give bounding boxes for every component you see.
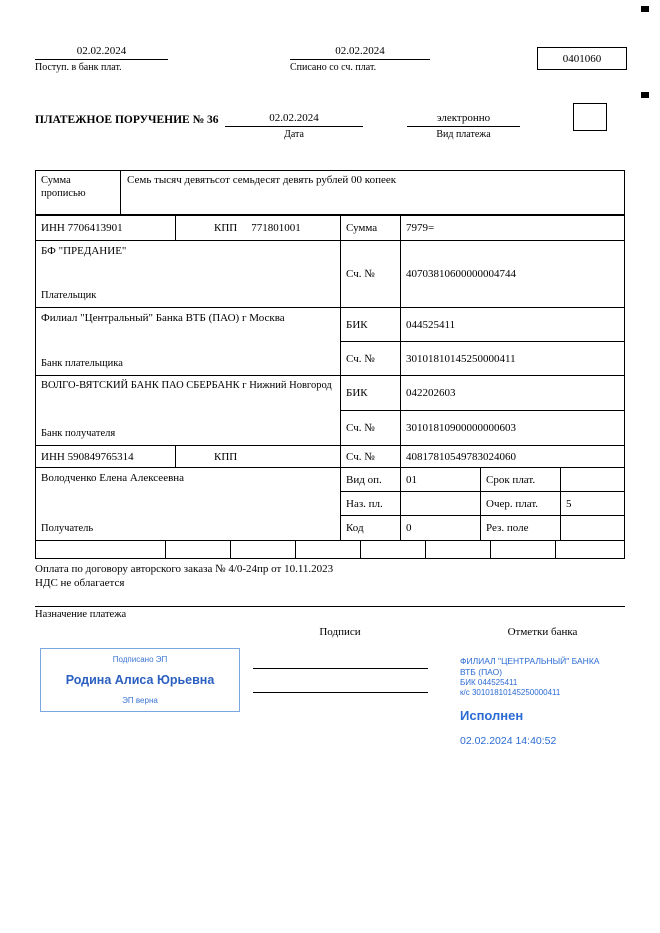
bank-marks-label: Отметки банка <box>507 626 578 638</box>
tax-field-cell <box>556 541 624 558</box>
payee-kpp-cell <box>176 446 341 467</box>
payee-inn: ИНН 590849765314 <box>36 446 176 467</box>
signature-line-2 <box>253 692 428 693</box>
payment-kind: электронно <box>407 112 520 127</box>
payer-row <box>36 241 624 308</box>
e-signature-stamp <box>40 648 240 712</box>
naz-pl-label: Наз. пл. <box>341 492 401 515</box>
received-date-block <box>35 45 168 73</box>
payee-kpp-label: КПП <box>214 450 238 463</box>
payer-account-label: Сч. № <box>341 241 401 307</box>
form-code-box <box>537 47 627 70</box>
received-date: 02.02.2024 <box>35 45 168 60</box>
bank-stamp-datetime: 02.02.2024 14:40:52 <box>460 734 557 747</box>
payee-row <box>36 468 624 541</box>
payee-bank-row <box>36 376 624 446</box>
debited-date: 02.02.2024 <box>290 45 430 60</box>
ocher-plat-label: Очер. плат. <box>481 492 561 515</box>
payer-bank-section-label: Банк плательщика <box>41 358 123 370</box>
payer-section-label: Плательщик <box>41 290 97 302</box>
payee-name: Володченко Елена Алексеевна <box>41 472 185 484</box>
tax-field-cell <box>296 541 361 558</box>
payee-cell <box>36 468 341 540</box>
amount-words-row <box>35 170 625 215</box>
received-date-label: Поступ. в банк плат. <box>35 62 122 73</box>
purpose-text-line2: НДС не облагается <box>35 577 125 590</box>
sum-value: 7979= <box>406 222 435 234</box>
ep-valid-label: ЭП верна <box>122 696 158 705</box>
payer-kpp-cell <box>176 216 341 240</box>
debited-date-block <box>290 45 430 73</box>
sum-label: Сумма <box>341 216 401 240</box>
payer-kpp-label: КПП <box>214 222 238 234</box>
purpose-text <box>35 562 625 591</box>
payer-inn: ИНН 7706413901 <box>36 216 176 240</box>
payer-inn-row <box>36 216 624 241</box>
purpose-underline <box>35 606 625 607</box>
payer-name: БФ "ПРЕДАНИЕ" <box>41 245 127 257</box>
vid-op-label: Вид оп. <box>341 468 401 491</box>
tax-field-cell <box>426 541 491 558</box>
signature-line-1 <box>253 668 428 669</box>
document-title: ПЛАТЕЖНОЕ ПОРУЧЕНИЕ № 36 <box>35 114 219 126</box>
bank-stamp-bik: БИК 044525411 <box>460 678 518 688</box>
payee-bank-section-label: Банк получателя <box>41 428 116 440</box>
payee-account: 40817810549783024060 <box>406 450 516 463</box>
payee-bank-account-label: Сч. № <box>341 411 401 445</box>
payer-account: 40703810600000004744 <box>406 268 516 280</box>
tax-field-cell <box>491 541 556 558</box>
payer-kpp-value: 771801001 <box>251 222 301 234</box>
kod-value: 0 <box>401 516 481 540</box>
naz-pl-value <box>401 492 481 515</box>
srok-plat-label: Срок плат. <box>481 468 561 491</box>
rez-pole-value <box>561 516 624 540</box>
tax-field-cell <box>36 541 166 558</box>
header-date-label: Дата <box>284 129 304 140</box>
tax-field-cell <box>231 541 296 558</box>
debited-date-label: Списано со сч. плат. <box>290 62 377 73</box>
signed-ep-label: Подписано ЭП <box>112 655 168 664</box>
bank-stamp-corr: к/с 30101810145250000411 <box>460 688 561 698</box>
bank-execution-stamp <box>460 656 628 748</box>
bank-stamp-status: Исполнен <box>460 707 524 723</box>
tax-field-cell <box>361 541 426 558</box>
corner-mark-top <box>641 6 649 12</box>
payer-bank-bik-label: БИК <box>341 308 401 341</box>
ocher-plat-value: 5 <box>566 497 572 510</box>
srok-plat-value <box>561 468 624 491</box>
payee-section-label: Получатель <box>41 523 94 535</box>
purpose-label: Назначение платежа <box>35 609 127 620</box>
payer-bank-account: 30101810145250000411 <box>406 352 516 365</box>
payer-bank-bik: 044525411 <box>406 318 456 331</box>
header-date-block <box>225 112 363 140</box>
corner-mark-mid <box>641 92 649 98</box>
tax-field-cell <box>166 541 231 558</box>
payer-cell <box>36 241 341 307</box>
payment-kind-block <box>407 112 520 140</box>
payee-bank-cell <box>36 376 341 445</box>
amount-in-words: Семь тысяч девятьсот семьдесят девять рублей 00 копеек <box>127 174 397 186</box>
purpose-text-line1: Оплата по договору авторского заказа № 4/0-24пр от 10.11.2023 <box>35 563 334 575</box>
payee-bank-bik-label: БИК <box>341 376 401 410</box>
bank-stamp-name-line2: ВТБ (ПАО) <box>460 667 503 678</box>
tax-fields-row <box>36 541 624 558</box>
signer-name: Родина Алиса Юрьевна <box>65 673 215 687</box>
payee-account-label: Сч. № <box>341 446 401 467</box>
payee-bank-account: 30101810900000000603 <box>406 422 516 434</box>
form-code: 0401060 <box>562 52 602 65</box>
header-date: 02.02.2024 <box>225 112 363 127</box>
signatures-label: Подписи <box>319 626 361 638</box>
rez-pole-label: Рез. поле <box>481 516 561 540</box>
payee-bank-bik: 042202603 <box>406 387 456 399</box>
vid-op-value: 01 <box>401 468 481 491</box>
status-field-box <box>573 103 607 131</box>
payment-kind-label: Вид платежа <box>436 129 491 140</box>
payer-bank-cell <box>36 308 341 375</box>
amount-words-label: Сумма прописью <box>36 171 121 214</box>
payer-bank-name: Филиал "Центральный" Банка ВТБ (ПАО) г Москва <box>41 312 285 324</box>
bank-stamp-name-line1: ФИЛИАЛ "ЦЕНТРАЛЬНЫЙ" БАНКА <box>460 656 600 666</box>
requisites-table <box>35 215 625 559</box>
payer-bank-row <box>36 308 624 376</box>
payer-bank-account-label: Сч. № <box>341 342 401 375</box>
payee-inn-row <box>36 446 624 468</box>
kod-label: Код <box>341 516 401 540</box>
payee-bank-name: ВОЛГО-ВЯТСКИЙ БАНК ПАО СБЕРБАНК г Нижний Новгород <box>41 380 332 391</box>
